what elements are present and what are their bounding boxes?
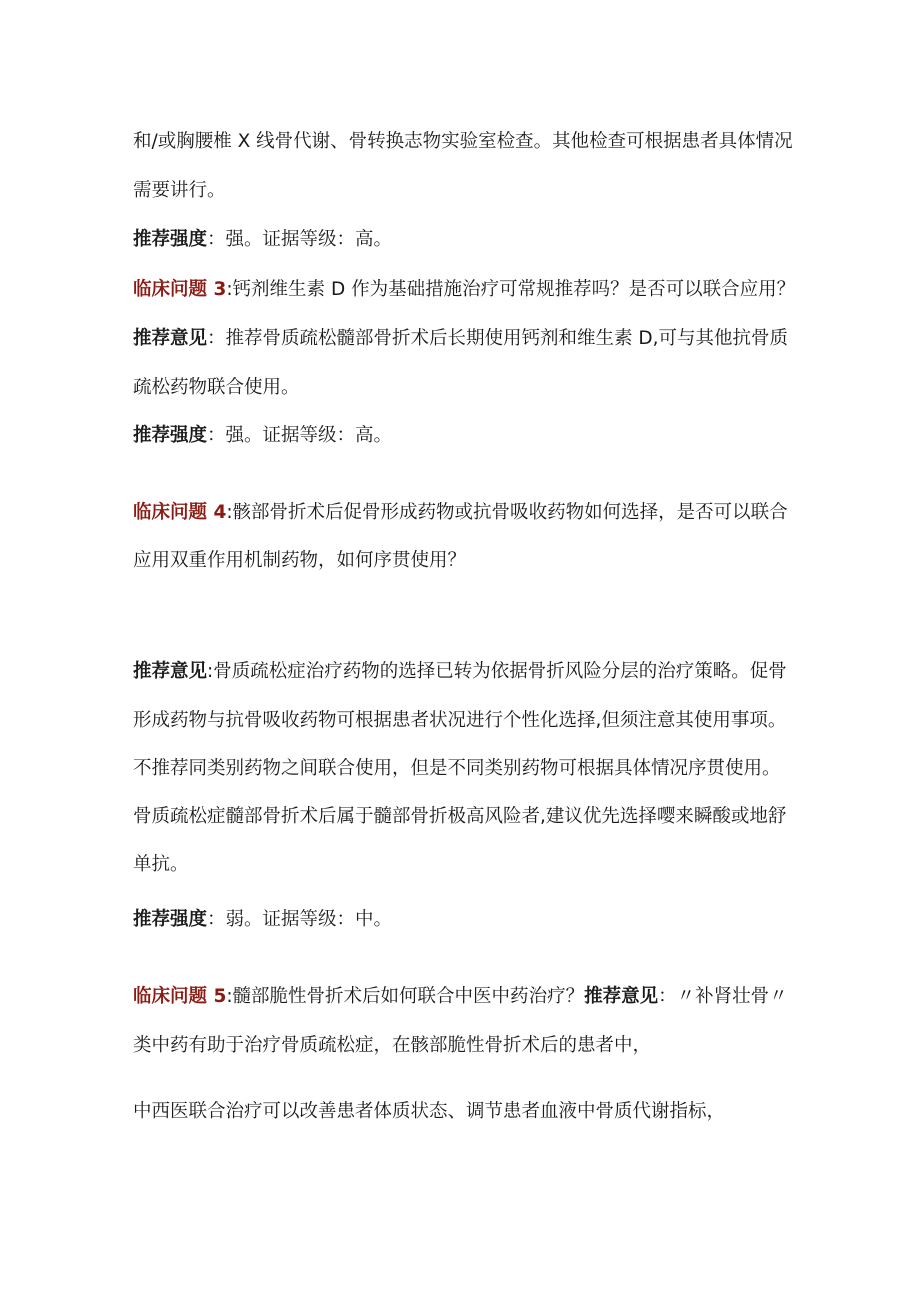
text-line [133, 660, 787, 684]
body-text: ：〃补肾壮骨〃 [658, 986, 788, 1007]
body-text: :髓部脆性骨折术后如何联合中医中药治疗？ [226, 986, 585, 1007]
body-text: 疏松药物联合使用。 [133, 377, 300, 398]
text-line [133, 549, 466, 573]
question-heading: 临床问题 4 [133, 502, 227, 523]
body-text: 单抗。 [133, 854, 189, 875]
text-line [133, 228, 392, 252]
body-text: ：推荐骨质疏松髓部骨折术后长期使用钙剂和维生素 D,可与其他抗骨质 [207, 328, 789, 349]
body-text: 和/或胸腰椎 X 线骨代谢、骨转换志物实验室检查。其他检查可根据患者具体情况 [133, 131, 793, 152]
body-text: ：强。证据等级：高。 [207, 229, 393, 250]
body-text: 类中药有助于治疗骨质疏松症，在骸部脆性骨折术后的患者中， [133, 1035, 652, 1056]
body-text: 形成药物与抗骨吸收药物可根据患者状况进行个性化选择,但须注意其使用事项。 [133, 710, 787, 731]
text-line [133, 327, 788, 351]
text-line [133, 805, 786, 829]
question-heading: 临床问题 3 [133, 279, 227, 300]
text-line [133, 709, 786, 733]
body-text: 不推荐同类别药物之间联合使用，但是不同类别药物可根据具体情况序贯使用。 [133, 758, 781, 779]
text-line [133, 1100, 725, 1124]
text-line [133, 501, 788, 525]
bold-label: 推荐意见 [584, 986, 659, 1007]
text-line [133, 278, 795, 302]
body-text: 需要讲行。 [133, 180, 226, 201]
text-line [133, 985, 788, 1009]
body-text: :骸部骨折术后促骨形成药物或抗骨吸收药物如何选择，是否可以联合 [226, 502, 788, 523]
bold-label: 推荐强度 [133, 425, 208, 446]
text-line [133, 424, 392, 448]
text-line [133, 853, 189, 877]
text-line [133, 376, 300, 400]
body-text: :钙剂维生素 D 作为基础措施治疗可常规推荐吗？是否可以联合应用？ [226, 279, 796, 300]
body-text: ：弱。证据等级：中。 [207, 909, 393, 930]
body-text: 应用双重作用机制药物，如何序贯使用？ [133, 550, 467, 571]
text-line [133, 908, 392, 932]
body-text: :骨质疏松症治疗药物的选择已转为依据骨折风险分层的治疗策略。促骨 [207, 661, 787, 682]
bold-label: 推荐强度 [133, 909, 208, 930]
body-text: 中西医联合治疗可以改善患者体质状态、调节患者血液中骨质代谢指标， [133, 1101, 726, 1122]
text-line [133, 1034, 651, 1058]
text-line [133, 130, 793, 154]
text-line [133, 179, 226, 203]
bold-label: 推荐意见 [133, 661, 208, 682]
text-line [133, 757, 781, 781]
bold-label: 推荐意见 [133, 328, 208, 349]
question-heading: 临床问题 5 [133, 986, 227, 1007]
bold-label: 推荐强度 [133, 229, 208, 250]
body-text: ：强。证据等级：高。 [207, 425, 393, 446]
body-text: 骨质疏松症髓部骨折术后属于髓部骨折极高风险者,建议优先选择嘤来瞬酸或地舒 [133, 806, 787, 827]
